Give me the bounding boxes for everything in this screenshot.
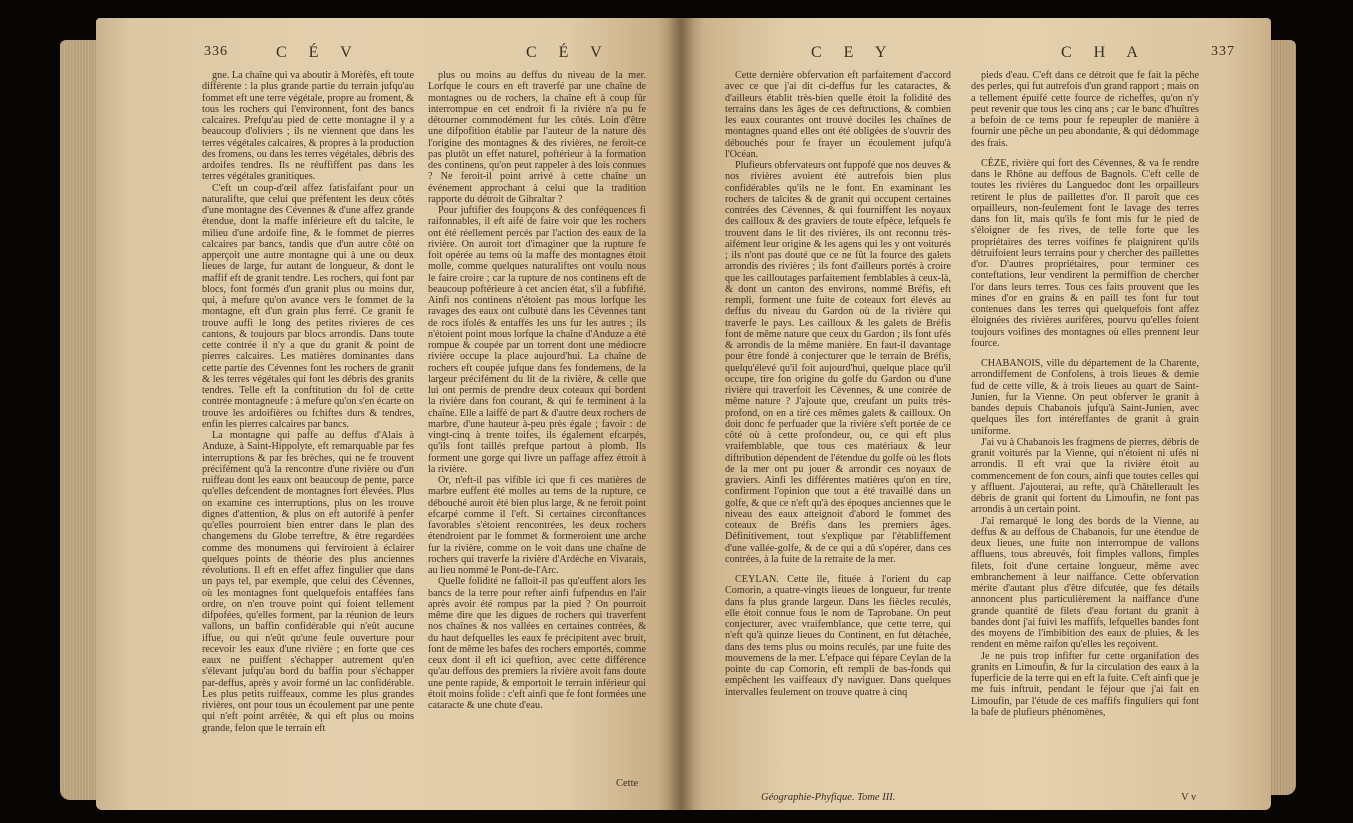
right-c1-paragraph: Cette dernière obfervation eft parfaitement d'accord avec ce que j'ai dit ci-deffus fur les cataractes, & d'ailleurs établit très-bien quelle étoit la folidité des terrains dans les âges de ces deftructions, & combien les eaux courantes ont trouvé dociles les chaînes de montagnes quand elles ont été obligées de s'ouvrir des débouchés pour fe frayer un écoulement jufqu'à l'Océan. <box>725 70 951 160</box>
right-column-1 <box>725 70 951 790</box>
left-c2-paragraph: plus ou moins au deffus du niveau de la mer. Lorfque le cours en eft traverfé par une chaîne de montagnes ou de rochers, la chaîne eft à coup fûr interrompue en cet endroit fi la rivière n'a pu fe détourner commodément fur les côtés. Loin d'être une difpofition établie par l'auteur de la nature dès l'origine des montagnes & des rivières, ne feroit-ce pas plutôt un effet naturel, poftérieur à la formation des continens, qu'on peut rappeler à des lois connues ? Ne feroit-il point arrivé à cette chaîne un événement approchant à celui que la tradition rapporte du détroit de Gibraltar ? <box>428 70 646 205</box>
right-page-header <box>681 44 1271 66</box>
right-c2-paragraph: Je ne puis trop infifter fur cette organifation des granits en Limoufin, & fur la circulation des eaux à la fuperficie de la terre qui en eft la fuite. C'eft ainfi que je me fuis inftruit, pendant le féjour que j'ai fait en Limoufin, par l'étude de ces maffifs finguliers qui font la bafe de plufieurs phénomènes, <box>971 650 1199 718</box>
left-c2-paragraph: Pour juftifier des foupçons & des conféquences fi raifonnables, il eft aifé de faire voir que les rochers ont été réellement percés par l'action des eaux de la rivière. On auroit tort d'imaginer que la rupture fe foit opérée au tems où la maffe des montagnes étoit molle, comme quelques naturaliftes ont voulu nous le faire croire ; car la rupture de nos continens eft de beaucoup poftérieure à cet ancien état, s'il a fubfifté. Ainfi nos continens n'étoient pas mous lorfque les ravages des eaux ont culbuté dans les Cévennes tant de rocs ifolés & entaffés les uns fur les autres ; ils n'étoient point mous lorfque la chaîne d'Anduze a été rompue & coupée par un torrent dont une médiocre rivière occupe la place aujourd'hui. La chaîne de rochers eft coupée jufque dans fes fondemens, de la largeur précifément du lit de la rivière, & celle que lui ont permis de prendre deux coteaux qui bordent la rivière dans fon courant, & qui fe terminent à la chaîne. Elle a laiffé de part & d'autre deux rochers de marbre, d'une hauteur à-peu près égale ; favoir : de vingt-cinq à trente toifes, ils également efcarpés, qu'ils font taillés prefque partout à plomb. Ils forment une gorge qui livre un paffage affez étroit à la rivière. <box>428 205 646 475</box>
right-page-number: 337 <box>1211 44 1235 59</box>
left-catchword: Cette <box>616 778 639 789</box>
signature-title: Géographie-Phyfique. Tome III. <box>761 792 896 803</box>
right-c2-paragraph: J'ai vu à Chabanois les fragmens de pierres, débris de granit voiturés par la Vienne, qui n'étoient ni ufés ni arrondis. Il eft vrai que la rivière étoit au commencement de fon cours, ainfi que toutes celles qui y affluent. J'ajouterai, au refte, qu'à Châtellerault les débris de granit qui fortent du Limoufin, ne font pas arrondis à un certain point. <box>971 436 1199 516</box>
left-page <box>96 18 681 810</box>
right-c1-paragraph: Plufieurs obfervateurs ont fuppofé que nos deuves & nos rivières avoient été autrefois bien plus confidérables qu'ils ne le font. En examinant les rochers de talcites & de granit qui occupent certaines contrées des Cévennes, & qui fourniffent les noyaux des cailloux & des graviers de toute efpèce, lefquels fe trouvent dans le lit des rivières, ils ont reconnu très-aifément leur origine & les agens qui les y ont voiturés ; ils n'ont pas douté que ce ne fût la fource des galets arrondis des rivières ; ils font d'ailleurs portés à croire que les cailloutages parfaitement femblables à ceux-là, & dont un canton des environs, nommé Bréfis, eft rempli, forment une fuite de coteaux fort élevés au deffus du niveau du Gardon où de la rivière qui traverfe le pays. Les cailloux & les galets de Bréfis font de même nature que ceux du Gardon ; ils font ufés & arrondis de la même manière. En faut-il davantage pour être fondé à conjecturer que le terrain de Bréfis, quelqu'élevé qu'il foit aujourd'hui, quelque place qu'il occupe, tire fon origine du golfe du Gardon ou d'une rivière qui traverfoit les Cévennes, & une contrée de même nature ? J'ajoute que, creufant un puits très-profond, on en a tiré ces mêmes galets & cailloux. On doit donc fe perfuader que la rivière s'eft portée de ce côté où à cette profondeur, ou, ce qui eft plus vraifemblable, que tous ces matériaux & leur diftribution dépendent de l'étendue du golfe où les flots de la mer ont pu jouer & arrondir ces noyaux de graviers. Ainfi les différentes matières qu'on en tire, confirment l'opinion que tout a été travaillé dans un golfe, & que ce n'eft qu'à des époques anciennes que le niveau des eaux atteignoit d'abord le fommet des coteaux de Bréfis dans les premiers âges. Définitivement, tout s'explique par l'établiffement d'une vallée-golfe, & de ce qui a dû s'opérer, dans ces contrées, à la fuite de la retraite de la mer. <box>725 160 951 565</box>
right-running-head-2: C H A <box>1061 44 1147 61</box>
left-c1-paragraph: C'eft un coup-d'œil affez fatisfaifant pour un naturalifte, que celui que préfentent les deux côtés d'une montagne des Cévennes & d'une affez grande étendue, dont la maffe inférieure eft du talcite, le milieu d'une ardoife fine, & le fommet de pierres calcaires par bancs, tandis que d'un autre côté on apperçoit une autre montagne qui à une ou deux lieues de large, fur autant de longueur, & dont le maffif eft de granit tendre. Les rochers, qui font par blocs, font formés d'un granit plus ou moins dur, qui, à mefure qu'on avance vers le fommet de la montagne, eft d'un grain plus ferré. Ce granit fe trouve auffi le long des petites rivieres de ces cantons, & toujours par blocs arrondis. Dans toute cette contrée il n'y a que du granit & point de pierres calcaires. Les matières dominantes dans cette partie des Cévennes font les rochers de granit & les terres végétales qui font les débris des granits tendres. Telle eft la conftitution du fol de cette contrée montagneufe : à mefure qu'on s'en écarte on trouve les ardoifières ou fchiftes durs & tendres, enfin les pierres calcaires par bancs. <box>202 182 414 430</box>
left-column-2 <box>428 70 646 770</box>
right-column-2 <box>971 70 1199 790</box>
right-page <box>681 18 1271 810</box>
left-c2-paragraph: Or, n'eft-il pas vifible ici que fi ces matières de marbre euffent été molles au tems de la rupture, ce débouché auroit été bien plus large, & ne feroit point efcarpé comme il l'eft. Si certaines circonftances favorables s'étoient rencontrées, les deux rochers étendroient par le fommet & formeroient une arche fur la rivière, comme on le voit dans une chaîne de rochers qui traverfe la rivière d'Ardèche en Vivarais, au lieu nommé le Pont-de-l'Arc. <box>428 475 646 576</box>
book-gutter <box>668 18 694 810</box>
right-c2-paragraph: J'ai remarqué le long des bords de la Vienne, au deffus & au deffous de Chabanois, fur une étendue de deux lieues, une fuite non interrompue de vallons affluens, tous abreuvés, foit fimples vallons, fimples filets, foit d'une certaine longueur, même avec embranchement à leur naiffance. Cette obfervation mérite d'autant plus d'être difcutée, que fes détails annoncent plus particulièrement la naiffance d'une grande quantité de filets d'eau fortant du granit à bandes dont j'ai fuivi les maffifs, lefquelles bandes font des moyens de l'imbibition des eaux de pluies, & les rendent en même raifon qu'elles les reçoivent. <box>971 515 1199 651</box>
page-edges-right <box>1268 40 1296 795</box>
right-c2-paragraph: CÈZE, rivière qui fort des Cévennes, & va fe rendre dans le Rhône au deffous de Bagnols. C'eft celle de toutes les rivières du Languedoc dont les orpailleurs retirent le plus de paillettes d'or. Il paroît que ces orpailleurs, non-feulement font le lavage des terres dans fon lit, mais qu'ils fe font mis fur le pied de s'éloigner de fes rives, de telle forte que les propriétaires des terres voifines fe plaignirent qu'ils détruifoient leurs terrains pour y chercher des paillettes d'or. D'autres propriétaires, pour terminer ces conteftations, leur vendirent la permiffion de chercher l'or dans leurs terres. Tous ces faits prouvent que les mines d'or en grains & en paill tes font fur tout contenues dans les terres qui quelquefois font affez éloignées des rivières aurifères, pourvu qu'elles foient toujours voifines des montagnes où elles prennent leur fource. <box>971 157 1199 349</box>
right-c2-paragraph: CHABANOIS, ville du département de la Charente, arrondiffement de Confolens, à trois lieues & demie fud de cette ville, & à trois lieues au quart de Saint-Junien, fur la Vienne. On peut obferver le granit à bandes depuis Chabanois jufqu'à Saint-Junien, avec quelques îles fort intéreffantes de granit à grain uniforme. <box>971 358 1199 437</box>
signature-mark: V v <box>1181 792 1197 803</box>
right-running-head-1: C E Y <box>811 44 896 61</box>
left-c1-paragraph: La montagne qui paffe au deffus d'Alais à Anduze, à Saint-Hippolyte, eft remarquable par fes interruptions & par fes brèches, qui ne fe trouvent précifément qu'à la rencontre d'une rivière ou d'un ruiffeau dont les eaux ont beaucoup de pente, parce qu'elles defcendent de montagnes fort élevées. Plus on examine ces interruptions, plus on les trouve dignes d'attention, & plus on eft autorifé à penfer qu'elles pourroient bien entrer dans le plan des changemens du Globe terreftre, & être regardées comme des monumens qui ferviroient à éclairer quelques points de théorie des plus anciennes révolutions. Il eft en effet affez fingulier que dans un pays tel, par exemple, que celui des Cévennes, où les montagnes font quelquefois entaffées fans ordre, on n'en trouve point qui foient tellement difpofées, qu'elles forment, par la réunion de leurs vallons, un baffin confidérable qui n'eût aucune iffue, ou qui n'eût qu'une feule ouverture pour recevoir les eaux d'une rivière ; en forte que ces eaux ne puiffent s'échapper autrement qu'en s'élevant jufqu'au bord du baffin pour s'échapper par-deffus, après y avoir formé un lac confidérable. Les plus petits ruiffeaux, comme les plus grandes rivières, ont pour tous un écoulement par une pente qui n'eft point arrêtée, & qui eft plus ou moins grande, felon que le terrain eft <box>202 430 414 734</box>
left-running-head-1: C É V <box>276 44 361 61</box>
right-c1-paragraph: CEYLAN. Cette île, fituée à l'orient du cap Comorin, a quatre-vingts lieues de longueur, fur trente dans fa plus grande largeur. Dans les fiècles reculés, elle étoit connue fous le nom de Taprobane. On peut conjecturer, avec vraifemblance, que cette terre, qui n'eft qu'à quinze lieues du Continent, en fut détachée, dans des tems plus ou moins reculés, par une fuite des mouvemens de la mer. L'efpace qui fépare Ceylan de la pointe du cap Comorin, eft rempli de bas-fonds qui empêchent les vaiffeaux d'y naviguer. Dans quelques intervalles feulement on trouve quatre à cinq <box>725 574 951 698</box>
left-column-1 <box>202 70 414 780</box>
page-edges-left <box>60 40 100 800</box>
left-page-number: 336 <box>204 44 228 59</box>
left-c1-paragraph: gne. La chaîne qui va aboutir à Morèfès, eft toute différente : la plus grande partie du terrain jufqu'au fommet eft une terre végétale, propre au froment, & tous les rochers qui l'environnent, font des bancs calcaires. Prefqu'au pied de cette montagne il y a beaucoup d'oliviers ; ils ne viennent que dans les terres végétales calcaires, & propres à la production des fromens, ou dans les terres végétales, débris des ardoifes tendres. Ils ne réuffiffent pas dans les terres végétales granitiques. <box>202 70 414 183</box>
left-c2-paragraph: Quelle folidité ne falloit-il pas qu'euffent alors les bancs de la terre pour refter ainfi fufpendus en l'air après avoir été rompus par la pied ? On pourroit même dire que les digues de rochers qui traverfent nos chaînes & nos vallées en certaines contrées, & du haut defquelles les eaux fe précipitent avec bruit, font de même les bafes des rochers emportés, comme ceux dont il eft ici queftion, avec cette différence qu'au deffous des premiers la rivière avoit fans doute une pente rapide, & emportoit le terrain inférieur qui étoit moins folide : c'eft ainfi que fe font formées une cataracte & une chute d'eau. <box>428 576 646 711</box>
right-c2-paragraph: pieds d'eau. C'eft dans ce détroit que fe fait la pêche des perles, qui fut autrefois d'un grand rapport ; mais on a tellement épuifé cette fource de richeffes, qu'on n'y peut revenir que tous les cinq ans ; car le banc d'huîtres a befoin de ce tems pour fe repeupler de manière à fournir une pêche un peu abondante, & qui dédommage des frais. <box>971 70 1199 149</box>
left-page-header <box>96 44 681 66</box>
left-running-head-2: C É V <box>526 44 611 61</box>
